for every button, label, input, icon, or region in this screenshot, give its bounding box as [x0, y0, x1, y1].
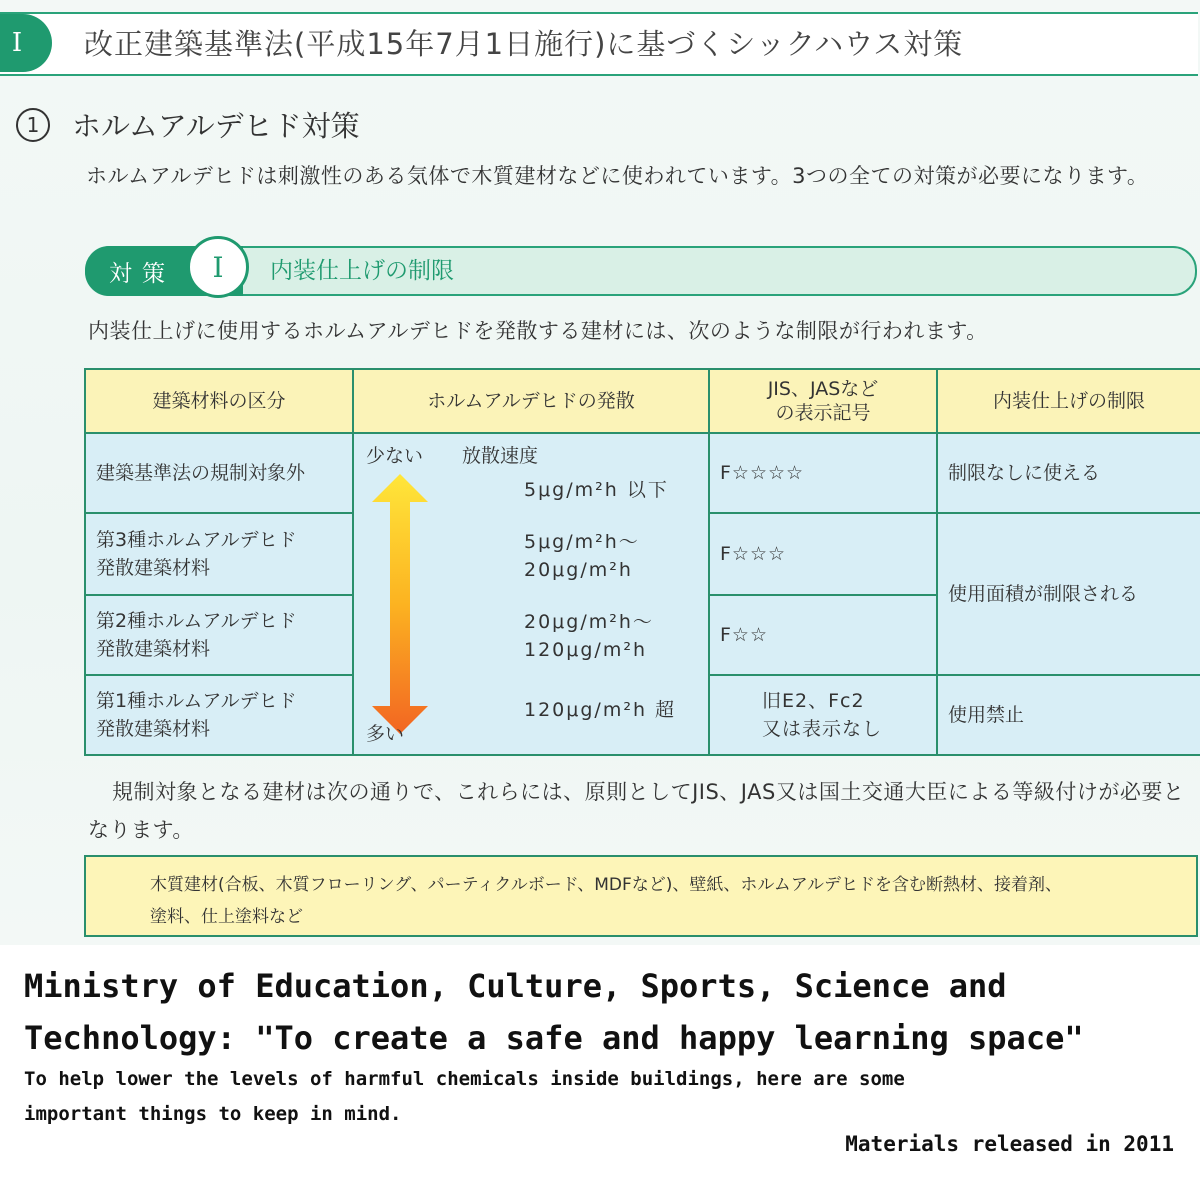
emission-scale-arrow: [368, 434, 432, 754]
subsection-number: 1: [16, 108, 50, 142]
emission-speed-label: 放散速度: [462, 445, 539, 467]
row-mark: 旧E2、Fc2 又は表示なし: [709, 675, 937, 755]
caption-title: [24, 960, 1084, 1064]
header-mark: JIS、JASなど の表示記号: [709, 369, 937, 433]
row-mark: F☆☆: [709, 595, 937, 675]
caption-desc-line1: To help lower the levels of harmful chemicals inside buildings, here are some: [24, 1068, 905, 1090]
emission-value: 120μg/m²h 超: [524, 699, 677, 721]
row-restriction: 制限なしに使える: [937, 433, 1200, 513]
measure-label: 対策: [85, 246, 243, 296]
row-category: 第1種ホルムアルデヒド 発散建築材料: [85, 675, 353, 755]
caption-desc-line2: important things to keep in mind.: [24, 1103, 402, 1125]
header-category: 建築材料の区分: [85, 369, 353, 433]
restriction-table: [84, 368, 1200, 756]
emission-column-inner: [354, 434, 708, 754]
measure-number: I: [187, 236, 249, 298]
row-restriction: 使用禁止: [937, 675, 1200, 755]
measure-pill: [85, 246, 1197, 296]
measure-banner: [85, 244, 1195, 296]
row-restriction: 使用面積が制限される: [937, 513, 1200, 675]
header-restriction: 内装仕上げの制限: [937, 369, 1200, 433]
row-category: 建築基準法の規制対象外: [85, 433, 353, 513]
emission-many-label: 多い: [366, 723, 405, 745]
section-badge: I: [0, 14, 52, 72]
measure-title: 内装仕上げの制限: [270, 258, 454, 284]
emission-value: 5μg/m²h 以下: [524, 479, 669, 501]
table-intro: 内装仕上げに使用するホルムアルデヒドを発散する建材には、次のような制限が行われます。: [88, 319, 988, 343]
emission-column: [353, 433, 709, 755]
row-mark: F☆☆☆☆: [709, 433, 937, 513]
row-category: 第2種ホルムアルデヒド 発散建築材料: [85, 595, 353, 675]
subsection-heading: [16, 104, 360, 145]
materials-note: 木質建材(合板、木質フローリング、パーティクルボード、MDFなど)、壁紙、ホルムアルデヒドを含む断熱材、接着剤、 塗料、仕上塗料など: [84, 855, 1198, 937]
table-row: [85, 433, 1200, 513]
emission-few-label: 少ない: [366, 445, 424, 467]
section-header: [0, 12, 1200, 74]
intro-paragraph: ホルムアルデヒドは刺激性のある気体で木質建材などに使われています。3つの全ての対策が必要になります。: [86, 164, 1149, 188]
regulation-paragraph: 規制対象となる建材は次の通りで、これらには、原則としてJIS、JAS又は国土交通大臣による等級付けが必要となります。: [88, 780, 1185, 842]
header-emission: ホルムアルデヒドの発散: [353, 369, 709, 433]
emission-value: 20μg/m²h～ 120μg/m²h: [524, 611, 654, 661]
caption-description: [24, 1062, 905, 1132]
row-category: 第3種ホルムアルデヒド 発散建築材料: [85, 513, 353, 595]
emission-value: 5μg/m²h～ 20μg/m²h: [524, 531, 640, 581]
caption-title-line1: Ministry of Education, Culture, Sports, Science and: [24, 967, 1007, 1005]
table-header-row: [85, 369, 1200, 433]
section-title: 改正建築基準法(平成15年7月1日施行)に基づくシックハウス対策: [84, 27, 964, 61]
row-mark: F☆☆☆: [709, 513, 937, 595]
caption-title-line2: Technology: "To create a safe and happy learning space": [24, 1019, 1084, 1057]
release-note: Materials released in 2011: [845, 1132, 1174, 1156]
subsection-title: ホルムアルデヒド対策: [72, 109, 360, 143]
